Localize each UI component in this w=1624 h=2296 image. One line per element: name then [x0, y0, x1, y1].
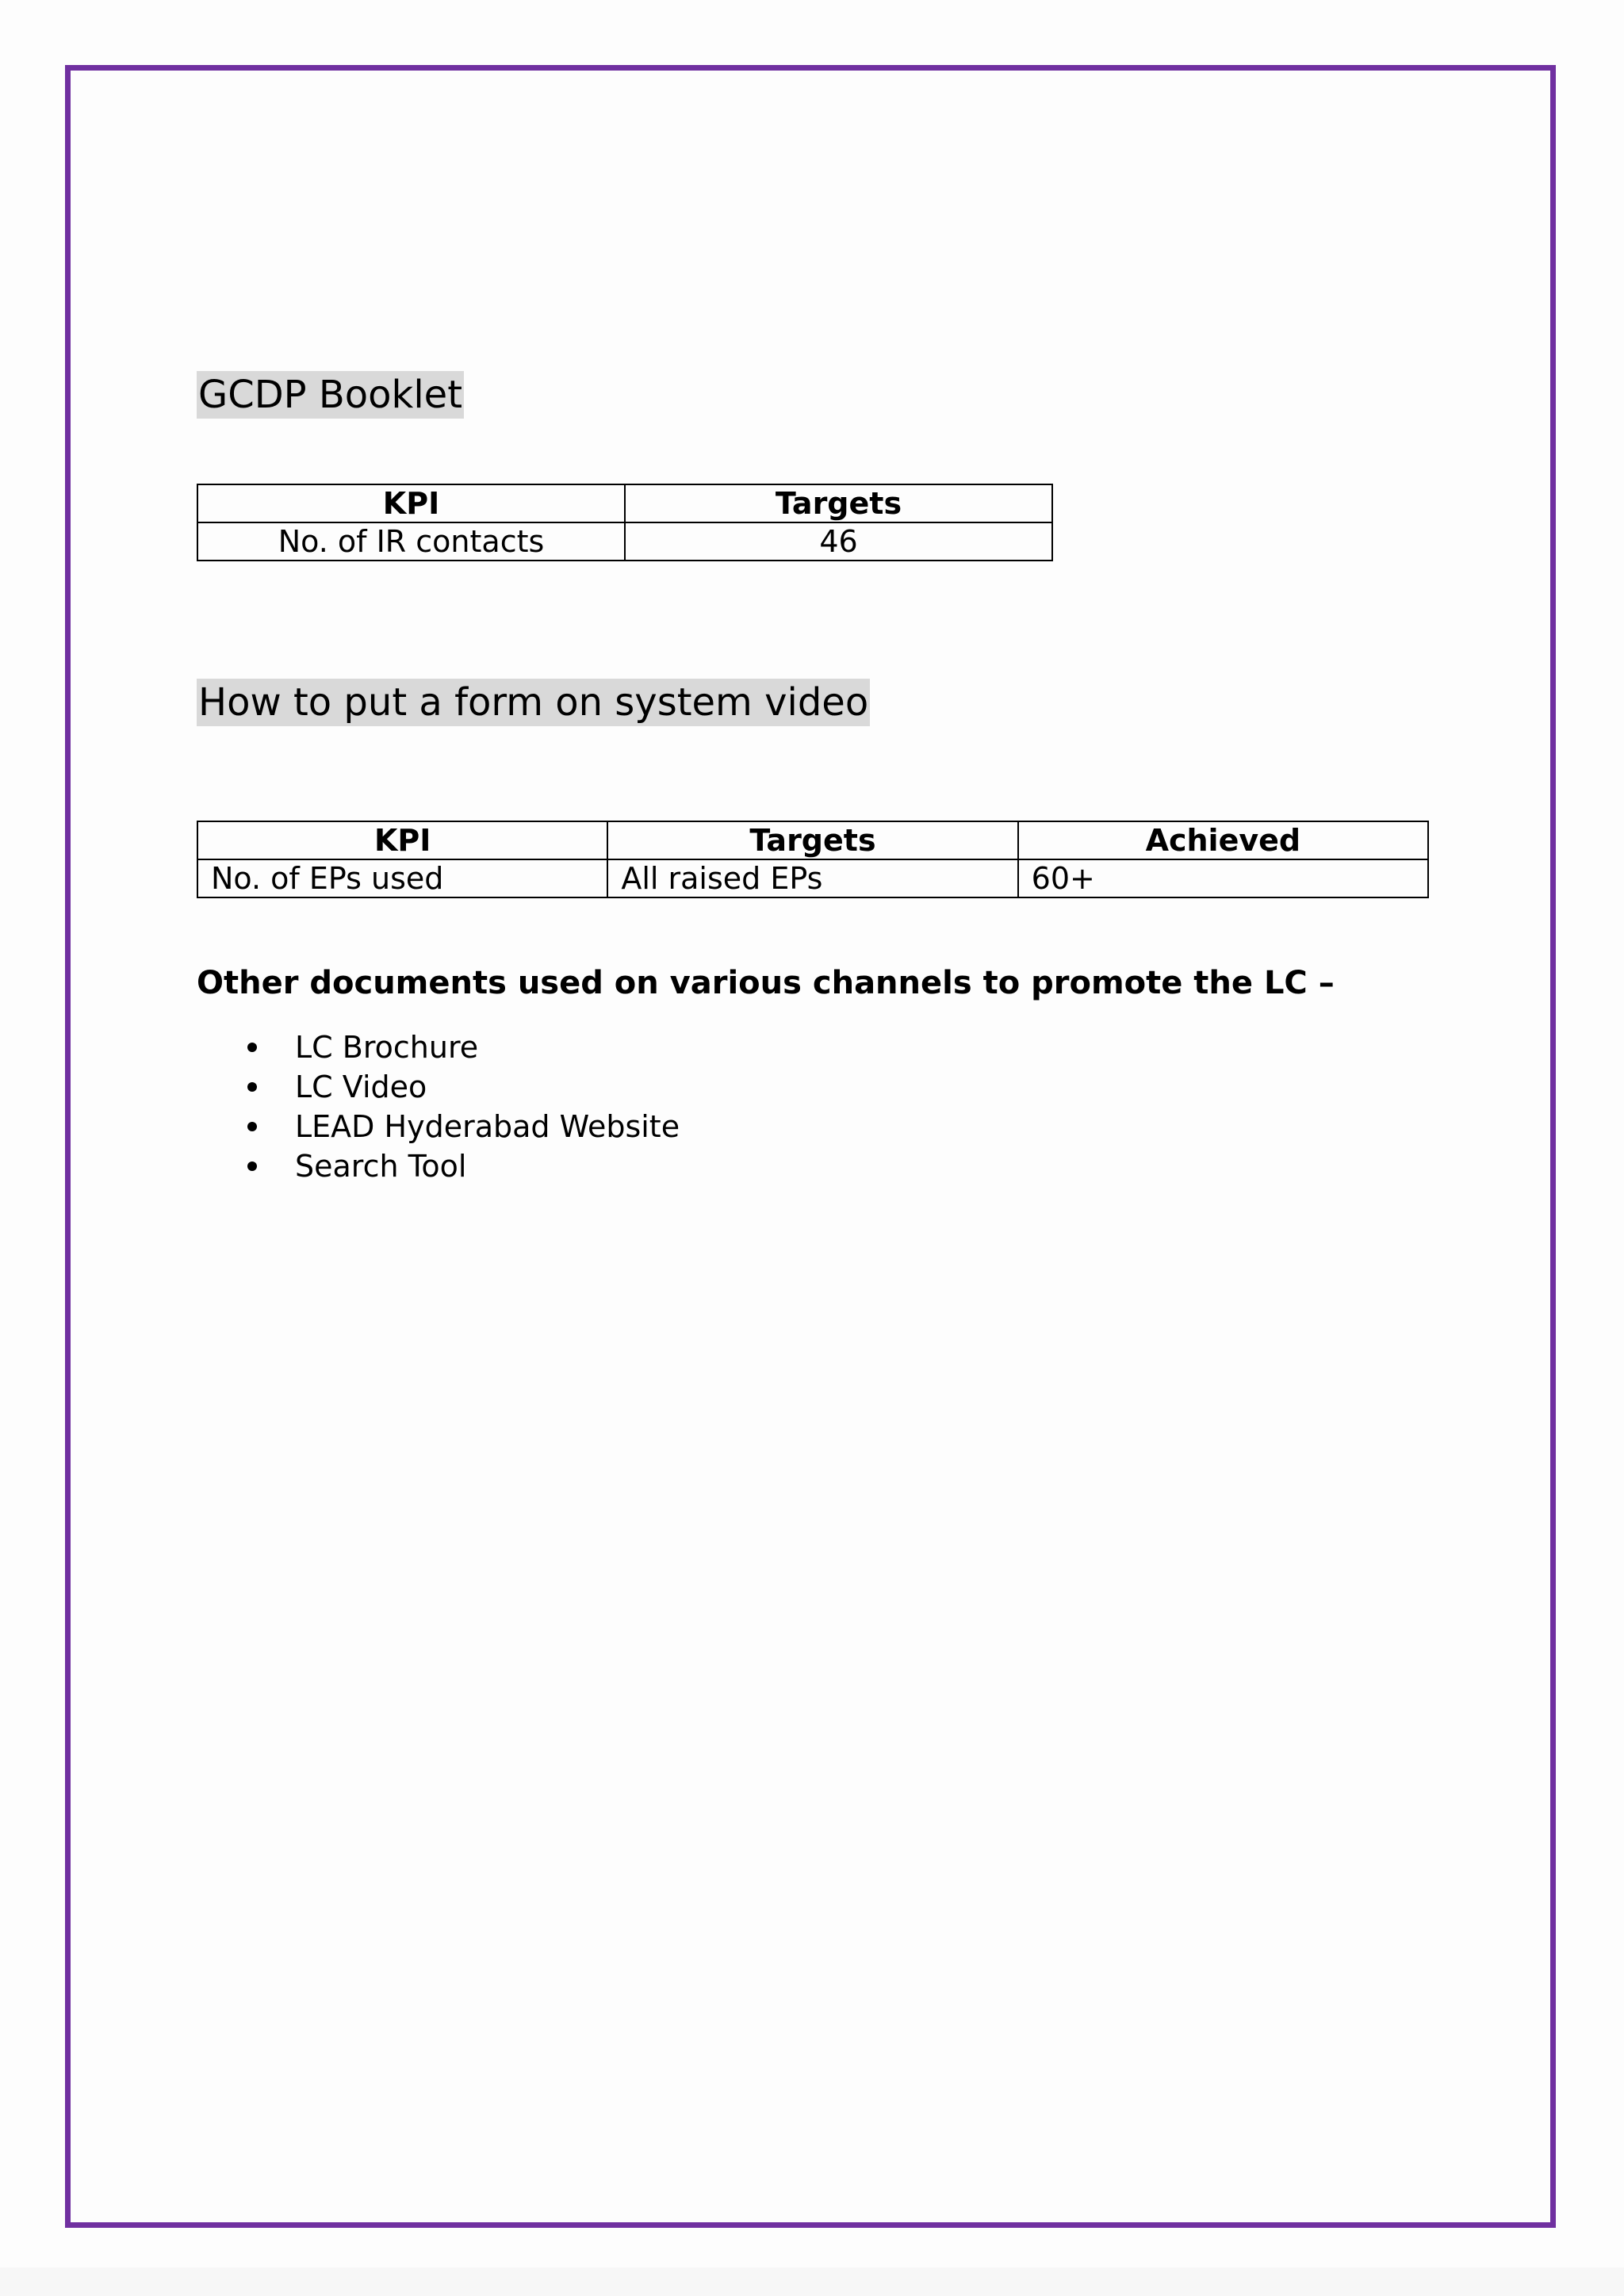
bullet-icon: [247, 1122, 257, 1131]
list-item-label: LC Video: [295, 1070, 427, 1104]
list-item: [197, 1067, 680, 1107]
table-row: [197, 859, 1428, 897]
list-item: [197, 1107, 680, 1146]
list-item-label: Search Tool: [295, 1149, 467, 1184]
table-row: [197, 522, 1052, 561]
table-cell: 46: [625, 522, 1052, 561]
table-header-cell: Targets: [625, 484, 1052, 522]
table-header-row: [197, 821, 1428, 859]
kpi-table-form-video: [197, 821, 1429, 898]
table-header-cell: KPI: [197, 821, 607, 859]
bullet-icon: [247, 1082, 257, 1092]
other-documents-heading: Other documents used on various channels to promote the LC –: [197, 965, 1335, 1001]
bullet-icon: [247, 1161, 257, 1171]
bullet-icon: [247, 1043, 257, 1052]
table-cell: 60+: [1018, 859, 1428, 897]
table-cell: No. of EPs used: [197, 859, 607, 897]
section-heading-gcdp-booklet: GCDP Booklet: [198, 373, 463, 417]
table-cell: All raised EPs: [607, 859, 1017, 897]
other-documents-list: [197, 1027, 680, 1186]
table-cell: No. of IR contacts: [197, 522, 625, 561]
list-item: [197, 1146, 680, 1186]
list-item-label: LC Brochure: [295, 1030, 479, 1065]
table-header-cell: Targets: [607, 821, 1017, 859]
list-item: [197, 1027, 680, 1067]
section-heading-form-video: How to put a form on system video: [198, 680, 869, 725]
table-header-cell: KPI: [197, 484, 625, 522]
table-header-row: [197, 484, 1052, 522]
list-item-label: LEAD Hyderabad Website: [295, 1109, 680, 1144]
table-header-cell: Achieved: [1018, 821, 1428, 859]
kpi-table-gcdp-booklet: [197, 484, 1053, 561]
page-bottom-margin: [0, 2267, 1624, 2296]
